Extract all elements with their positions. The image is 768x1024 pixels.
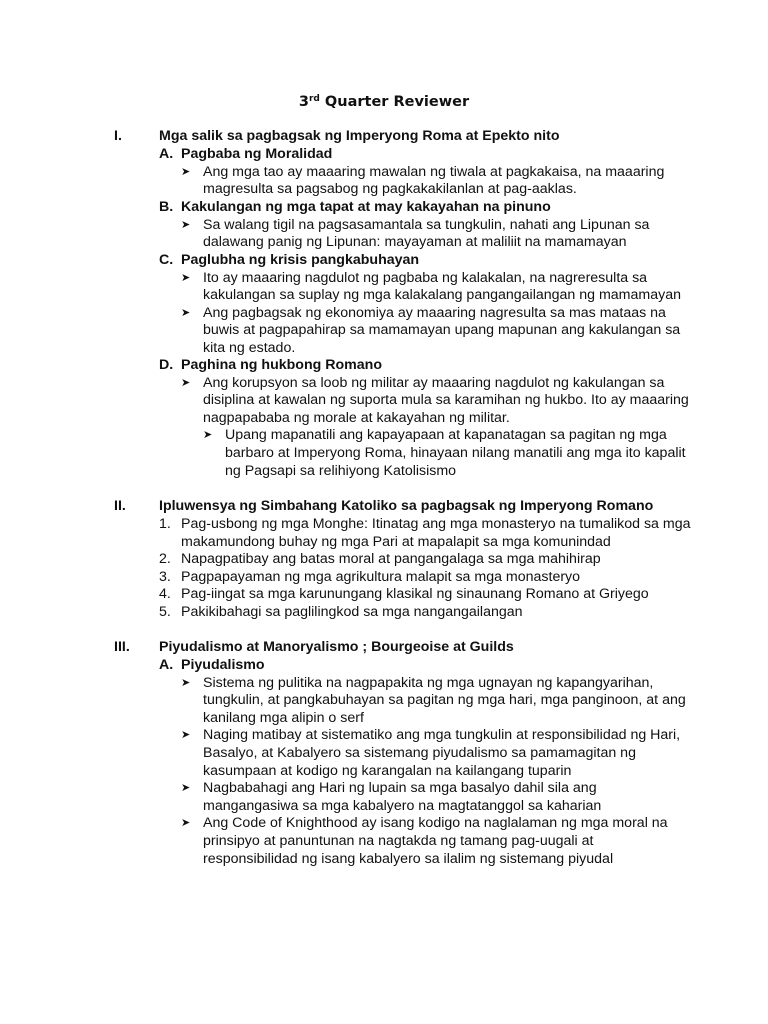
section-number: III.: [114, 639, 130, 655]
item-number: 5.: [159, 604, 171, 620]
arrow-bullet-icon: ➤: [203, 429, 213, 442]
bullet-line: magresulta sa pagsabog ng pagkakakilanlan at pag-aaklas.: [203, 181, 577, 198]
subsection-letter: A.: [159, 146, 174, 162]
title-number: 3: [298, 94, 309, 110]
bullet-line: nagpapababa ng morale at kakayahan ng militar.: [203, 409, 510, 426]
bullet-line: kita ng estado.: [203, 339, 296, 356]
arrow-bullet-icon: ➤: [181, 782, 191, 795]
bullet-line: Upang mapanatili ang kapayapaan at kapanatagan sa pagitan ng mga: [225, 427, 667, 444]
bullet-line: buwis at pagpapahirap sa mamamayan upang mapunan ang kakulangan sa: [203, 322, 681, 339]
bullet-line: kanilang mga alipin o serf: [203, 709, 364, 726]
title-superscript: rd: [308, 94, 320, 104]
item-number: 1.: [159, 516, 171, 532]
subsection-letter: D.: [159, 357, 174, 373]
bullet-line: Nagbabahagi ang Hari ng lupain sa mga basalyo dahil sila ang: [203, 780, 597, 797]
subsection-letter: C.: [159, 252, 174, 268]
arrow-bullet-icon: ➤: [181, 306, 191, 319]
list-item: [181, 516, 690, 551]
title-text: Quarter Reviewer: [319, 94, 470, 110]
item-number: 4.: [159, 586, 171, 603]
bullet-line: Ang mga tao ay maaaring mawalan ng tiwala at pagkakaisa, na maaaring: [203, 163, 665, 180]
bullet-line: dalawang panig ng Lipunan: mayayaman at maliliit na mamamayan: [203, 234, 627, 251]
arrow-bullet-icon: ➤: [181, 271, 191, 284]
page-title: [0, 94, 768, 112]
list-item: [181, 551, 601, 569]
bullet-line: barbaro at Imperyong Roma, hinayaan nilang manatili ang mga ito kapalit: [225, 444, 686, 461]
item-line: Napagpatibay ang batas moral at pangangalaga sa mga mahihirap: [181, 551, 601, 568]
item-number: 3.: [159, 568, 171, 585]
subsection-title: Piyudalismo: [181, 657, 265, 673]
bullet-line: Ang pagbagsak ng ekonomiya ay maaaring nagresulta sa mas mataas na: [203, 304, 666, 321]
bullet-line: disiplina at kawalan ng suporta mula sa karamihan ng hukbo. Ito ay maaaring: [203, 392, 689, 409]
subsection-title: Pagbaba ng Moralidad: [181, 146, 333, 162]
bullet-line: Naging matibay at sistematiko ang mga tungkulin at responsibilidad ng Hari,: [203, 727, 681, 744]
bullet-line: kakulangan sa suplay ng mga kalakalang pangangailangan ng mamamayan: [203, 287, 681, 304]
bullet-line: tungkulin, at pangkabuhayan sa pagitan ng mga hari, mga panginoon, at ang: [203, 692, 686, 709]
arrow-bullet-icon: ➤: [181, 729, 191, 742]
arrow-bullet-icon: ➤: [181, 676, 191, 689]
item-line: makamundong buhay ng mga Pari at mapalapit sa mga komunindad: [181, 533, 611, 550]
arrow-bullet-icon: ➤: [181, 376, 191, 389]
item-line: Pag-usbong ng mga Monghe: Itinatag ang mga monasteryo na tumalikod sa mga: [181, 516, 691, 532]
bullet-line: kasumpaan at kodigo ng karangalan na kailangang tuparin: [203, 762, 572, 779]
bullet-line: Sistema ng pulitika na nagpapakita ng mga ugnayan ng kapangyarihan,: [203, 674, 654, 691]
subsection-letter: B.: [159, 199, 174, 215]
subsection-letter: A.: [159, 657, 174, 673]
list-item: [181, 586, 649, 604]
item-line: Pagpapayaman ng mga agrikultura malapit sa mga monasteryo: [181, 568, 581, 585]
bullet-line: Basalyo, at Kabalyero sa sistemang piyudalismo sa pamamagitan ng: [203, 744, 636, 761]
item-line: Pakikibahagi sa paglilingkod sa mga nangangailangan: [181, 604, 523, 620]
subsection-title: Kakulangan ng mga tapat at may kakayahan na pinuno: [181, 199, 551, 215]
arrow-bullet-icon: ➤: [181, 165, 191, 178]
section-title: Mga salik sa pagbagsak ng Imperyong Roma at Epekto nito: [159, 128, 560, 144]
bullet-line: prinsipyo at panuntunan na nagtakda ng tamang pag-uugali at: [203, 832, 594, 849]
bullet-line: Ito ay maaaring nagdulot ng pagbaba ng kalakalan, na nagreresulta sa: [203, 269, 648, 286]
subsection-title: Paghina ng hukbong Romano: [181, 357, 382, 373]
bullet-line: ng Pagsapi sa relihiyong Katolisismo: [225, 462, 457, 479]
arrow-bullet-icon: ➤: [181, 817, 191, 830]
item-line: Pag-iingat sa mga karunungang klasikal ng sinaunang Romano at Griyego: [181, 586, 649, 603]
bullet-line: Ang korupsyon sa loob ng militar ay maaaring nagdulot ng kakulangan sa: [203, 374, 665, 391]
section-number: I.: [114, 128, 122, 144]
section-number: II.: [114, 498, 126, 514]
subsection-title: Paglubha ng krisis pangkabuhayan: [181, 252, 420, 268]
item-number: 2.: [159, 551, 171, 568]
section-title: Ipluwensya ng Simbahang Katoliko sa pagbagsak ng Imperyong Romano: [159, 498, 654, 514]
list-item: [181, 569, 580, 587]
bullet-line: Sa walang tigil na pagsasamantala sa tungkulin, nahati ang Lipunan sa: [203, 216, 650, 233]
section-title: Piyudalismo at Manoryalismo ; Bourgeoise at Guilds: [159, 639, 514, 655]
bullet-line: Ang Code of Knighthood ay isang kodigo na naglalaman ng mga moral na: [203, 815, 668, 832]
bullet-line: mangangasiwa sa mga kabalyero na magtatanggol sa kaharian: [203, 797, 602, 814]
arrow-bullet-icon: ➤: [181, 218, 191, 231]
list-item: [181, 604, 523, 622]
bullet-line: responsibilidad ng isang kabalyero sa ilalim ng sistemang piyudal: [203, 850, 614, 867]
